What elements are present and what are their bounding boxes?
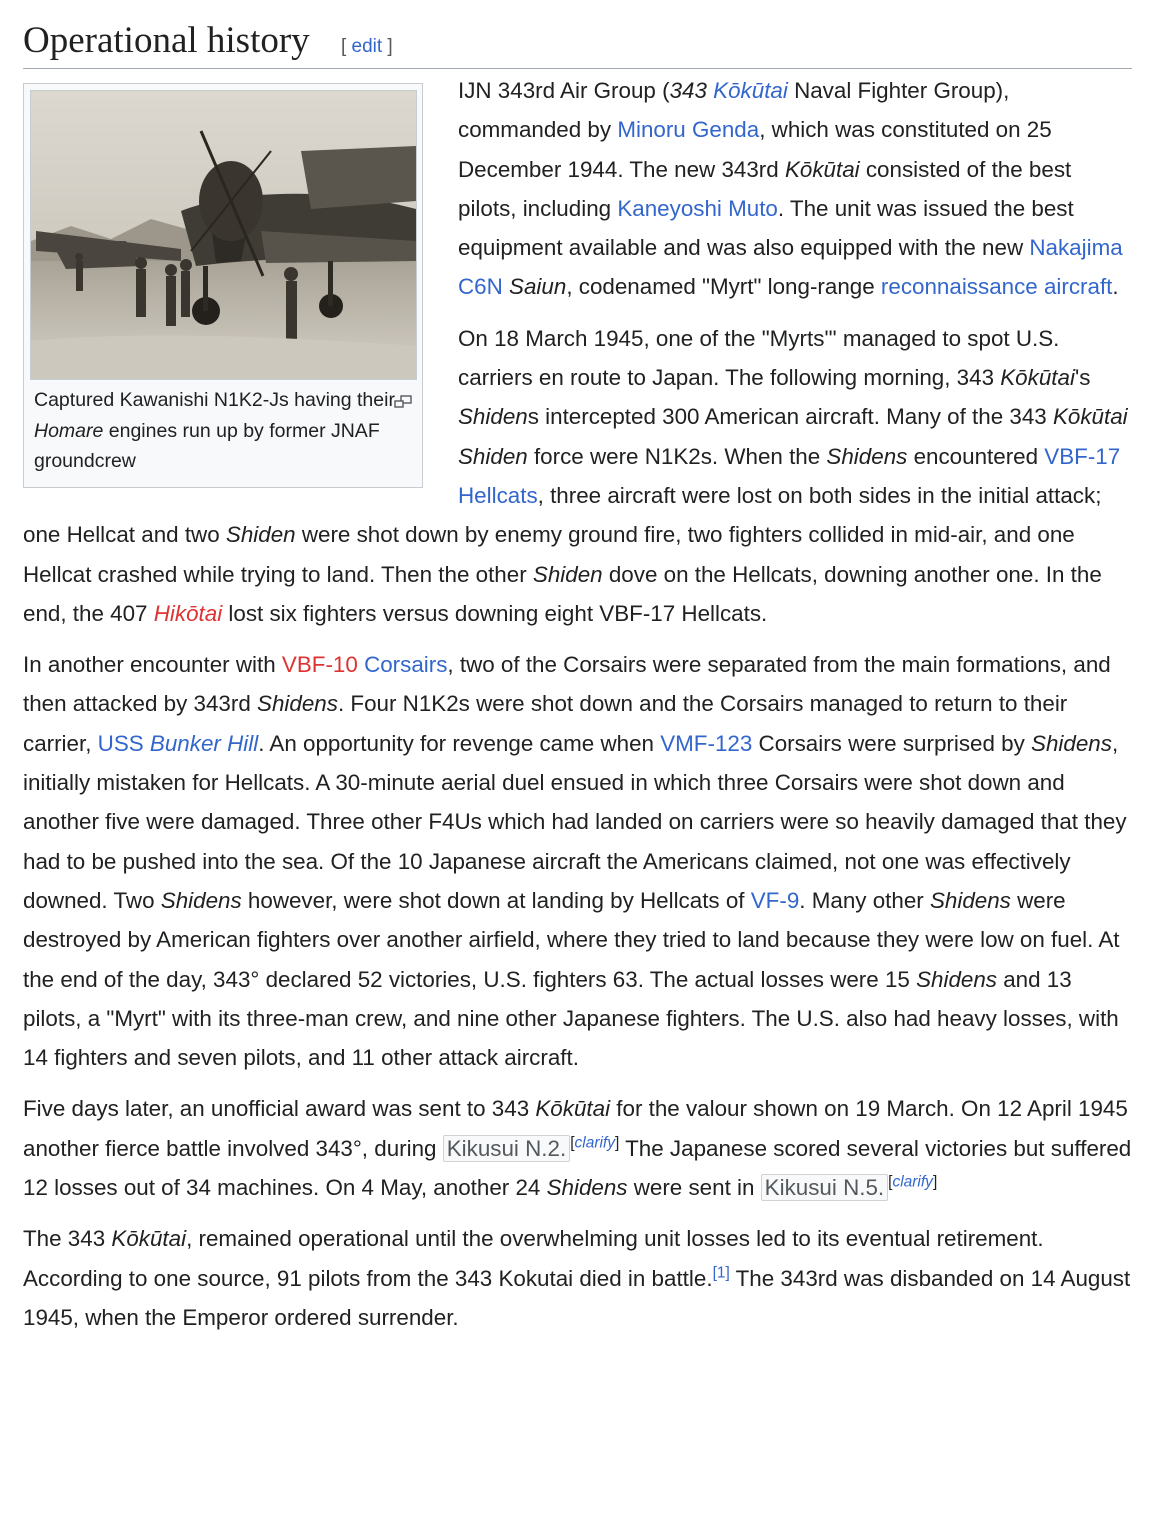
italic-text: Shidens (257, 691, 338, 717)
italic-text: Shiden (225, 522, 296, 548)
italic-text: Saiun (509, 274, 567, 300)
italic-text: Kōkūtai (111, 1226, 187, 1252)
italic-text: Shiden (458, 404, 528, 430)
text-run: USS (97, 730, 150, 756)
photo-image-icon (31, 91, 416, 379)
text-run: however, were shot down at landing by Hellcats of (241, 887, 751, 913)
clarify-link-1[interactable]: clarify (574, 1134, 615, 1152)
reference-link-1[interactable]: [1] (712, 1264, 730, 1282)
link-hikotai-missing[interactable] (154, 601, 222, 626)
text-run: . The unit was issued the best equipment available and was also equipped with the new (458, 195, 1074, 261)
italic-text: Kōkūtai (535, 1096, 611, 1122)
text-run: . Many other (799, 887, 930, 913)
text-run: , two of the Corsairs were separated from the main formations, and then attacked by 343rd (23, 652, 1111, 717)
italic-text: Shidens (929, 887, 1011, 913)
text-run: . Four N1K2s were shot down and the Corsairs managed to return to their carrier, (23, 691, 1068, 756)
text-run: The 343rd was disbanded on 14 August 1945, when the Emperor ordered surrender. (23, 1265, 1131, 1330)
article-section (23, 0, 1132, 1349)
text-run: consisted of the best pilots, including (458, 156, 1072, 221)
caption-italic: Homare (34, 419, 104, 442)
text-run: were shot down by enemy ground fire, two fighters collided in mid-air, and one Hellcat crashed while trying to land. Then the other (23, 522, 1075, 587)
italic-text: Kōkūtai Shiden (458, 404, 1128, 469)
text-run: , three aircraft were lost on both sides in the initial attack; one Hellcat and two (23, 482, 1102, 548)
text-run: 's (1074, 365, 1091, 391)
text-run: The Japanese scored several victories but suffered 12 losses out of 34 machines. On 4 May, another 24 (23, 1135, 1132, 1201)
italic-text: Shidens (160, 887, 242, 913)
text-run: , initially mistaken for Hellcats. A 30-minute aerial duel ensued in which three Corsairs were shot down and another five were damaged. Three other F4Us which had landed on carriers were so heavily damaged that they had to be pushed into the sea. Of the 10 Japanese aircraft the Americans claimed, not one was effectively downed. Two (23, 730, 1127, 913)
italic-text: Kōkūtai (784, 156, 860, 182)
text-run: Corsairs were surprised by (752, 730, 1032, 756)
text-run: In another encounter with (23, 652, 282, 678)
paragraph-5 (23, 1219, 1132, 1337)
code-kikusui-n5: Kikusui N.5. (761, 1174, 888, 1201)
edit-bracket-close: ] (387, 36, 393, 57)
caption-text-end: engines run up by former JNAF groundcrew (34, 419, 380, 472)
paragraph-3 (23, 645, 1132, 1077)
reference-1 (713, 1264, 730, 1281)
text-run: [ (888, 1173, 893, 1191)
text-run: Five days later, an unofficial award was sent to 343 (23, 1096, 536, 1122)
link-minoru-genda[interactable]: Minoru Genda (617, 117, 760, 143)
link-uss-bunker-hill[interactable] (98, 731, 259, 756)
section-title: Operational history (23, 20, 310, 61)
link-vbf-10-missing[interactable]: VBF-10 (281, 652, 358, 678)
italic-text: Kōkūtai (713, 78, 788, 103)
clarify-link-2[interactable]: clarify (892, 1173, 933, 1191)
text-run: [ (570, 1134, 575, 1152)
text-run: force were N1K2s. When the (527, 443, 827, 469)
link-kokutai[interactable] (713, 78, 788, 103)
text-run: , remained operational until the overwhelming unit losses led to its eventual retirement. According to one source, 91 pilots from the 343 Kokutai died in battle. (23, 1226, 1044, 1291)
link-corsairs[interactable]: Corsairs (364, 652, 448, 678)
text-run: On 18 March 1945, one of the "Myrts'" managed to spot U.S. carriers en route to Japan. The following morning, 343 (458, 325, 1060, 391)
clarify-tag-2 (888, 1174, 937, 1191)
aircraft-photo[interactable] (30, 90, 417, 380)
link-kaneyoshi-muto[interactable]: Kaneyoshi Muto (617, 195, 778, 221)
clarify-tag-1 (570, 1134, 619, 1151)
link-vbf-17-hellcats[interactable]: VBF-17 Hellcats (458, 443, 1121, 508)
italic-text: Hikōtai (153, 600, 223, 626)
link-vmf-123[interactable]: VMF-123 (660, 730, 753, 756)
text-run: ] (614, 1134, 620, 1152)
figure-caption (30, 380, 416, 477)
text-run: . An opportunity for revenge came when (258, 730, 661, 756)
text-run: IJN 343rd Air Group ( (458, 78, 670, 103)
text-run: ] (932, 1173, 938, 1191)
link-reconnaissance-aircraft[interactable]: reconnaissance aircraft (880, 274, 1113, 300)
edit-section (341, 36, 393, 57)
enlarge-icon[interactable] (394, 388, 412, 402)
text-run: lost six fighters versus downing eight VBF-17 Hellcats. (222, 600, 768, 626)
italic-text: Shiden (532, 561, 603, 587)
text-run: s intercepted 300 American aircraft. Many of the 343 (527, 404, 1053, 430)
text-run: , which was constituted on 25 December 1944. The new 343rd (458, 117, 1052, 182)
code-kikusui-n2: Kikusui N.2. (443, 1135, 570, 1162)
caption-text: Captured Kawanishi N1K2-Js having their (34, 389, 395, 411)
section-heading (23, 0, 1132, 69)
text-run: were destroyed by American fighters over another airfield, where they tried to land because they were low on fuel. At the end of the day, 343° declared 52 victories, U.S. fighters 63. The actual losses were 15 (23, 887, 1120, 992)
italic-text: Shidens (916, 966, 997, 992)
image-figure (23, 83, 423, 488)
text-run: dove on the Hellcats, downing another one. In the end, the 407 (23, 561, 1102, 626)
edit-link[interactable]: edit (351, 36, 383, 57)
link-vf-9[interactable]: VF-9 (750, 887, 800, 913)
italic-text: Shidens (1031, 730, 1112, 756)
text-run: , codenamed "Myrt" long-range (566, 274, 881, 300)
text-run: . (1112, 274, 1119, 300)
text-run: and 13 pilots, a "Myrt" with its three-man crew, and nine other Japanese fighters. The U.S. also had heavy losses, with 14 fighters and seven pilots, and 11 other attack aircraft. (23, 966, 1119, 1071)
text-run: encountered (907, 443, 1045, 469)
edit-bracket-open: [ (340, 36, 347, 57)
italic-text: Shidens (826, 443, 908, 469)
text-run: were sent in (627, 1175, 761, 1201)
italic-text: Shidens (546, 1175, 628, 1201)
text-run: for the valour shown on 19 March. On 12 April 1945 another fierce battle involved 343°, during (23, 1096, 1128, 1161)
italic-text: 343 (669, 78, 714, 103)
text-run: Naval Fighter Group), commanded by (458, 78, 1010, 143)
italic-text: Kōkūtai (1000, 365, 1075, 391)
link-nakajima-c6n[interactable]: Nakajima C6N (458, 235, 1123, 300)
text-run: The 343 (23, 1226, 112, 1252)
italic-text: Bunker Hill (149, 730, 259, 756)
paragraph-4 (23, 1089, 1132, 1207)
